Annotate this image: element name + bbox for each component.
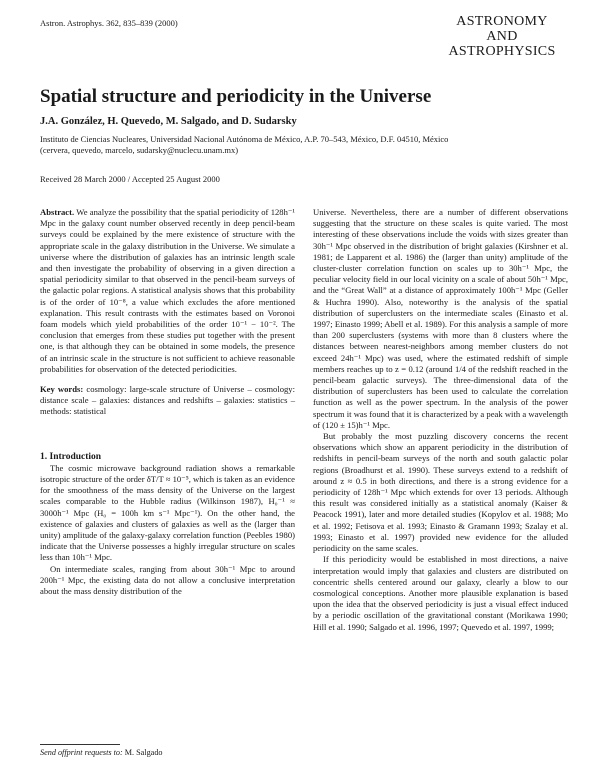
keywords	[40, 384, 295, 418]
left-column	[40, 207, 295, 597]
footnote-text: M. Salgado	[124, 748, 163, 757]
affiliation-emails: (cervera, quevedo, marcelo, sudarsky@nuclecu.unam.mx)	[40, 145, 239, 155]
affiliation	[40, 134, 580, 156]
journal-logo	[442, 14, 562, 59]
affiliation-address: Instituto de Ciencias Nucleares, Universidad Nacional Autónoma de México, A.P. 70–543, México, D.F. 04510, México	[40, 134, 449, 144]
intro-paragraph-1: The cosmic microwave background radiation shows a remarkable isotropic structure of the order δT/T ≈ 10⁻⁵, which is taken as an evidence for the smoothness of the mass density of the Universe on the largest scales comparable to the Hubble radius (Wilkinson 1987), H₀⁻¹ ≈ 3000h⁻¹ Mpc (H₀ = 100h km s⁻¹ Mpc⁻¹). On the other hand, the existence of galaxies and clusters of galaxies as well as the (larger than unity) amplitude of the galaxy-galaxy correlation function (Peebles 1980) indicate that the Universe possesses a highly irregular structure on scales less than 10h⁻¹ Mpc.	[40, 462, 295, 563]
abstract-label: Abstract.	[40, 207, 75, 217]
right-paragraph-2: But probably the most puzzling discovery concerns the recent observations which show an apparent periodicity in the distribution of redshifts in pencil-beam surveys of the north and south galactic polar regions (Broadhurst et al. 1990). These surveys extend to a redshift of around z ≈ 0.5 in both directions, and there is a strong evidence for a periodicity of 128h⁻¹ Mpc which extends for over 13 periods. Although this result was considered initially as a statistical anomaly (Kaiser & Peacock 1991), later and more detailed studies (Kopylov et al. 1988; Mo et al. 1992; Fetisova et al. 1993; Einasto & Gramann 1993; Szalay et al. 1993; Einasto et al. 1997) provided new evidence for the alluded periodicity on the same scales.	[313, 431, 568, 554]
logo-line-3: ASTROPHYSICS	[448, 44, 556, 59]
footnote-divider	[40, 744, 120, 745]
received-dates: Received 28 March 2000 / Accepted 25 August 2000	[40, 174, 220, 184]
footnote	[40, 748, 163, 757]
right-paragraph-1: Universe. Nevertheless, there are a number of different observations suggesting that the structure on these scales is quite varied. The most interesting of these observations include the voids with sizes greater than 30h⁻¹ Mpc observed in the distribution of bright galaxies (Kirshner et al. 1981; de Lapparent et al. 1986) the (larger than unity) amplitude of the cluster-cluster correlation function on scales up to 30h⁻¹ Mpc, the peculiar velocity field in our local vicinity on a scale of about 50h⁻¹ Mpc, and the “Great Wall” at a distance of approximately 100h⁻¹ Mpc (Geller & Huchra 1990). Also, noteworthy is the analysis of the spatial distribution of superclusters on the intermediate scales (Einasto et al. 1997; Einasto 1999; Abell et al. 1989). For this analysis a sample of more than 200 superclusters (systems with more than 8 clusters where the distances between nearest-neighbors among member clusters do not exceed 24h⁻¹ Mpc) was used, where the estimated redshift of simple members reaches up to z = 0.12 (around 1/4 of the redshift reached in the pencil-beam galactic surveys). The three-dimensional data of the distribution of superclusters has been used to calculate the correlation function as well as the power spectrum. In the analysis of the power spectrum it was found that it is characterized by a peak with a wavelength of (120 ± 15)h⁻¹ Mpc.	[313, 207, 568, 430]
right-column	[313, 207, 568, 633]
footnote-label: Send offprint requests to:	[40, 748, 123, 757]
author-list: J.A. González, H. Quevedo, M. Salgado, and D. Sudarsky	[40, 116, 297, 127]
keywords-text: cosmology: large-scale structure of Universe – cosmology: distance scale – galaxies: distances and redshifts – galaxies: statistics – methods: statistical	[40, 384, 295, 417]
keywords-label: Key words:	[40, 384, 84, 395]
paper-title: Spatial structure and periodicity in the Universe	[40, 86, 432, 107]
logo-line-1: ASTRONOMY	[456, 14, 548, 29]
intro-paragraph-2: On intermediate scales, ranging from about 30h⁻¹ Mpc to around 200h⁻¹ Mpc, the existing data do not allow a conclusive interpretation about the mass density distribution of the	[40, 563, 295, 597]
abstract-text: We analyze the possibility that the spatial periodicity of 128h⁻¹ Mpc in the galaxy count number observed recently in deep pencil-beam surveys could be explained by the mere existence of structure with the appropriate scale in the galaxy distribution in the Universe. We simulate a universe where the distribution of galaxies has an intrinsic length scale and then investigate the probability of observing in a given direction a spatial periodicity similar to that observed in the pencil-beam surveys of the galactic polar regions. A statistical analysis shows that this probability is of the order of 10⁻⁸, a value which excludes the afore mentioned explanation. This result contrasts with the estimates based on Voronoi foam models which yield probabilities of the order 10⁻¹ − 10⁻². The conclusion that emerges from these studies put together with the present one, is that although they can be obtained in some models, the presence of an intrinsic scale in the structure is not sufficient to achieve reasonable probabilities for observation of the detected periodicities.	[40, 207, 295, 374]
right-paragraph-3: If this periodicity would be established in most directions, a naive interpretation would imply that galaxies and clusters are distributed on concentric shells centered around our galaxy, clearly a blow to our cosmological conceptions. Another more plausible explanation is based upon the idea that the observed periodicity is just a visual effect induced by a periodic oscillation of the gravitational constant (Morikawa 1990; Hill et al. 1990; Salgado et al. 1996, 1997; Quevedo et al. 1997, 1999;	[313, 554, 568, 632]
logo-line-2: AND	[486, 29, 518, 44]
journal-reference: Astron. Astrophys. 362, 835–839 (2000)	[40, 18, 178, 28]
section-heading-introduction: 1. Introduction	[40, 451, 102, 462]
abstract	[40, 207, 295, 375]
